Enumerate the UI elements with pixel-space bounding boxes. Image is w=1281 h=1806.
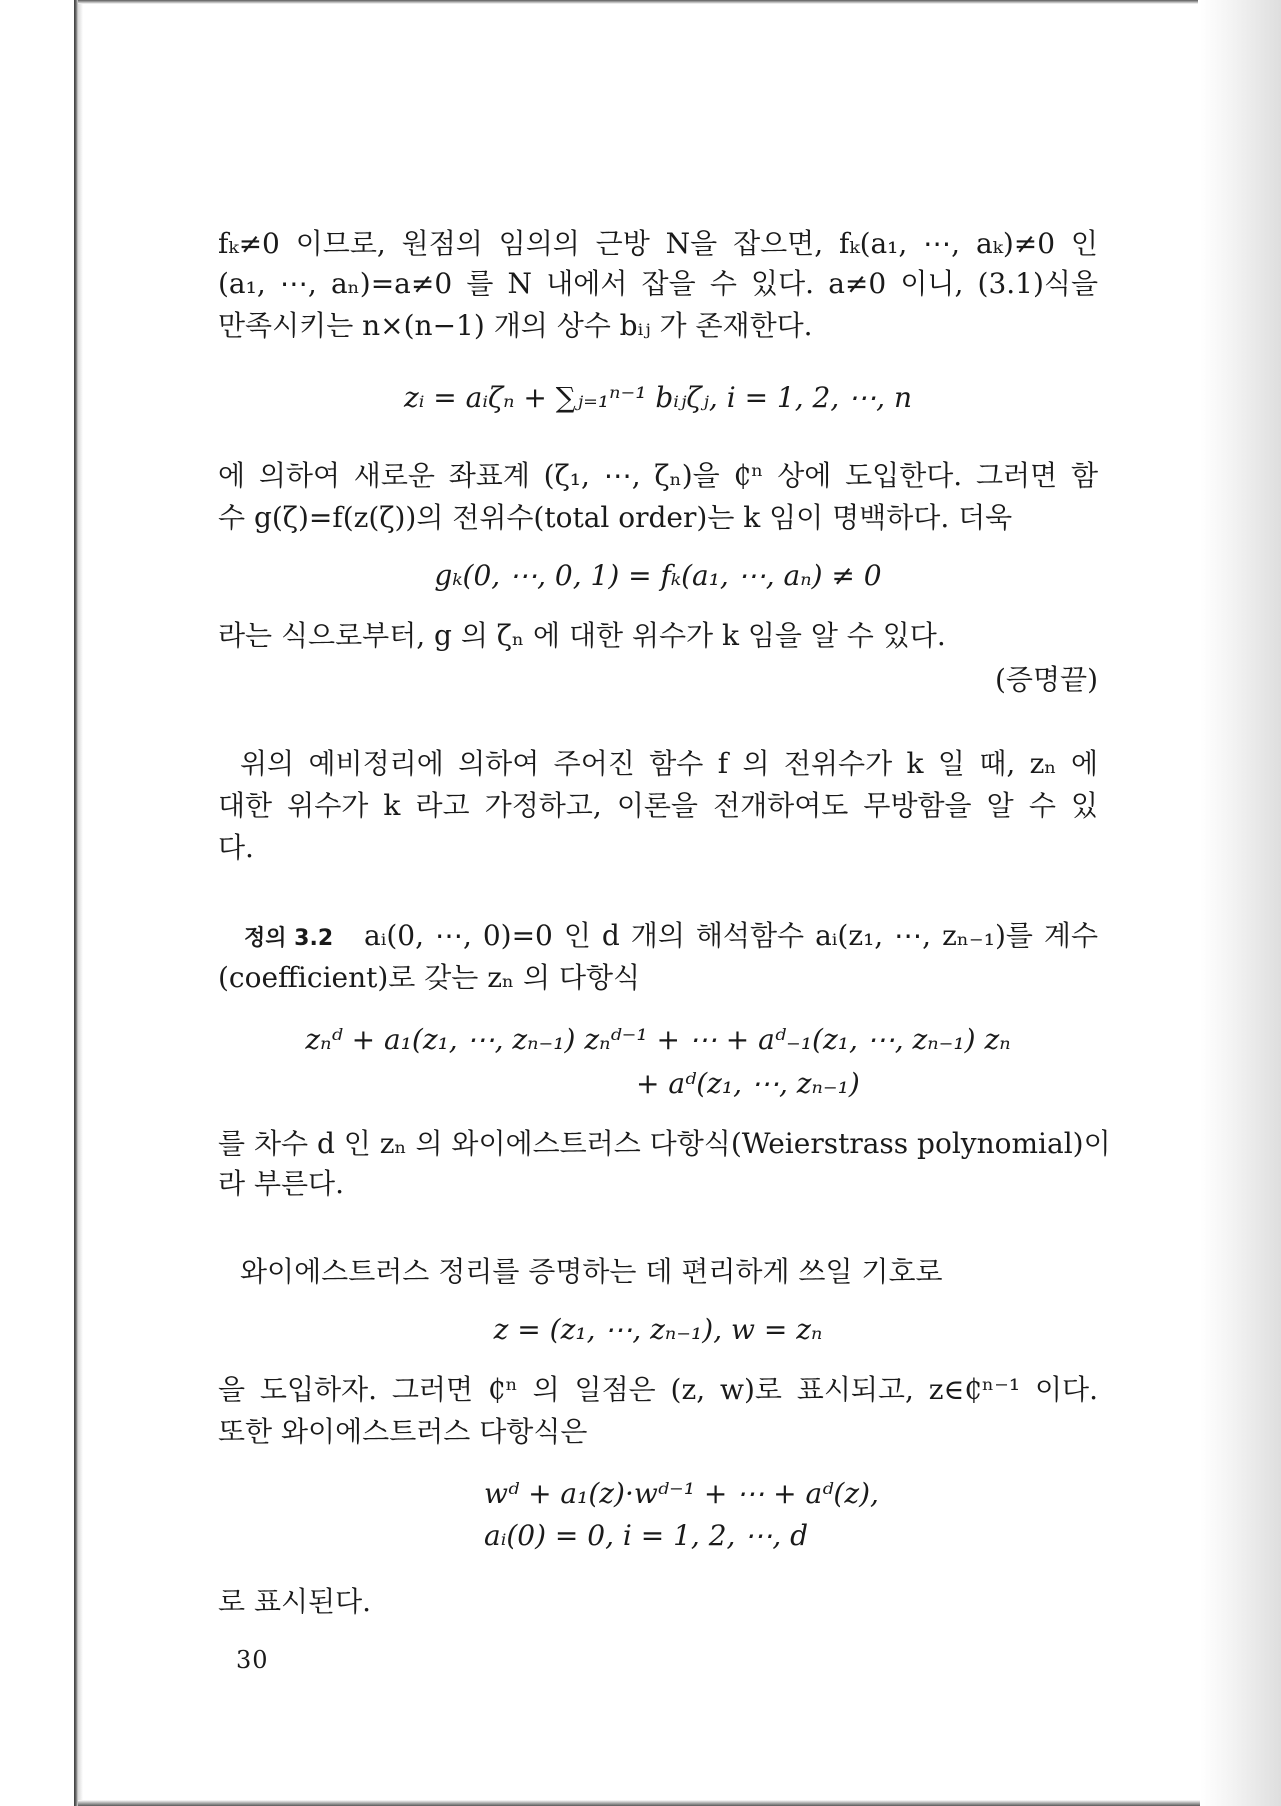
equation-polynomial-w-line1: wᵈ + a₁(z)·wᵈ⁻¹ + ⋯ + aᵈ(z),	[484, 1477, 879, 1510]
definition-line1: aᵢ(0, ⋯, 0)=0 인 d 개의 해석함수 aᵢ(z₁, ⋯, zₙ₋₁)를 계수	[364, 919, 1098, 952]
page-number: 30	[236, 1646, 269, 1674]
paragraph7-line2: 또한 와이에스트러스 다항식은	[218, 1415, 588, 1448]
paragraph6-line: 와이에스트러스 정리를 증명하는 데 편리하게 쓰일 기호로	[240, 1255, 943, 1288]
paragraph1-line2: (a₁, ⋯, aₙ)=a≠0 를 N 내에서 잡을 수 있다. a≠0 이니, (3.1)식을	[218, 267, 1098, 300]
paragraph8-line: 로 표시된다.	[218, 1585, 372, 1618]
equation-order: gₖ(0, ⋯, 0, 1) = fₖ(a₁, ⋯, aₙ) ≠ 0	[434, 559, 882, 592]
equation-weierstrass-line1: zₙᵈ + a₁(z₁, ⋯, zₙ₋₁) zₙᵈ⁻¹ + ⋯ + aᵈ₋₁(z₁, ⋯, zₙ₋₁) zₙ	[305, 1023, 1011, 1056]
paragraph7-line1: 을 도입하자. 그러면 ₵ⁿ 의 일점은 (z, w)로 표시되고, z∈₵ⁿ⁻¹ 이다.	[218, 1373, 1098, 1406]
equation-weierstrass-line2: + aᵈ(z₁, ⋯, zₙ₋₁)	[636, 1067, 860, 1100]
book-page	[218, 0, 1111, 1806]
end-of-proof: (증명끝)	[995, 663, 1098, 696]
page-left-edge	[74, 0, 83, 1806]
paragraph1-line1: fₖ≠0 이므로, 원점의 임의의 근방 N을 잡으면, fₖ(a₁, ⋯, aₖ)≠0 인	[218, 227, 1098, 260]
page-right-shadow	[1200, 0, 1281, 1806]
paragraph2-line1: 에 의하여 새로운 좌표계 (ζ₁, ⋯, ζₙ)을 ₵ⁿ 상에 도입한다. 그러면 함	[218, 459, 1098, 492]
paragraph4-line3: 다.	[218, 831, 254, 864]
equation-notation: z = (z₁, ⋯, zₙ₋₁), w = zₙ	[493, 1313, 823, 1346]
paragraph5-line1: 를 차수 d 인 zₙ 의 와이에스트러스 다항식(Weierstrass polynomial)이	[218, 1127, 1111, 1160]
definition-line2: (coefficient)로 갖는 zₙ 의 다항식	[218, 961, 641, 994]
paragraph4-line1: 위의 예비정리에 의하여 주어진 함수 f 의 전위수가 k 일 때, zₙ 에	[240, 747, 1098, 780]
equation-coordinate-change: zᵢ = aᵢζₙ + ∑ⱼ₌₁ⁿ⁻¹ bᵢⱼζⱼ, i = 1, 2, ⋯, n	[403, 381, 912, 414]
paragraph5-line2: 라 부른다.	[218, 1167, 344, 1200]
paragraph3-line: 라는 식으로부터, g 의 ζₙ 에 대한 위수가 k 임을 알 수 있다.	[218, 619, 946, 652]
definition-label: 정의 3.2	[244, 926, 334, 951]
definition-label-wrap	[244, 919, 354, 956]
paragraph2-line2: 수 g(ζ)=f(z(ζ))의 전위수(total order)는 k 임이 명백하다. 더욱	[218, 501, 1013, 534]
equation-polynomial-w-line2: aᵢ(0) = 0, i = 1, 2, ⋯, d	[484, 1519, 809, 1552]
paragraph4-line2: 대한 위수가 k 라고 가정하고, 이론을 전개하여도 무방함을 알 수 있	[218, 789, 1098, 822]
paragraph1-line3: 만족시키는 n×(n−1) 개의 상수 bᵢⱼ 가 존재한다.	[218, 309, 813, 342]
